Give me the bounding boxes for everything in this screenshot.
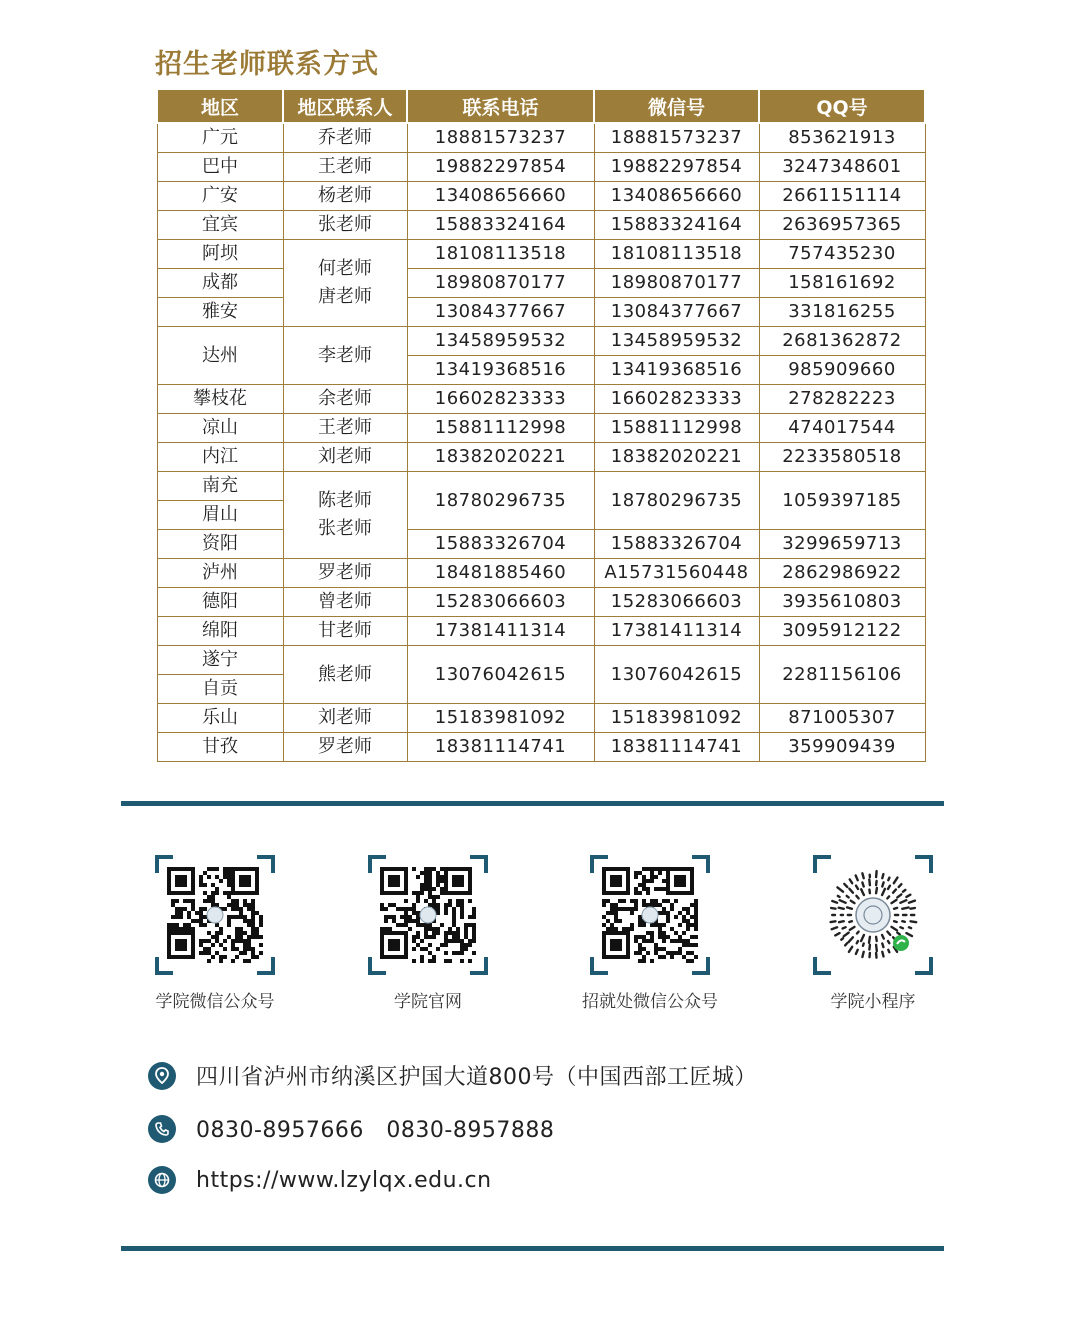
cell-phone: 13458959532 [407,327,594,356]
website-row[interactable] [148,1166,492,1194]
cell-qq: 158161692 [759,269,925,298]
qr-code-icon [380,867,476,963]
cell-contact: 乔老师 [283,123,407,153]
table-row [157,559,925,588]
cell-wechat: 13076042615 [594,646,759,704]
cell-wechat: 15883326704 [594,530,759,559]
cell-phone: 19882297854 [407,153,594,182]
table-row [157,443,925,472]
cell-contact: 罗老师 [283,559,407,588]
header-phone: 联系电话 [407,90,594,123]
address-text: 四川省泸州市纳溪区护国大道800号（中国西部工匠城） [196,1065,757,1090]
header-region: 地区 [157,90,283,123]
phone-icon [148,1115,176,1143]
cell-region: 南充 [157,472,283,501]
contact-chen: 陈老师 [318,490,372,511]
cell-contact: 甘老师 [283,617,407,646]
cell-contact-merged [283,240,407,327]
cell-wechat: 18980870177 [594,269,759,298]
cell-qq: 474017544 [759,414,925,443]
table-row [157,153,925,182]
cell-contact: 杨老师 [283,182,407,211]
cell-contact-merged: 熊老师 [283,646,407,704]
cell-qq: 871005307 [759,704,925,733]
cell-region: 自贡 [157,675,283,704]
header-contact: 地区联系人 [283,90,407,123]
cell-contact: 王老师 [283,414,407,443]
cell-wechat: 15883324164 [594,211,759,240]
cell-region: 广元 [157,123,283,153]
cell-qq: 2681362872 [759,327,925,356]
cell-contact: 余老师 [283,385,407,414]
cell-wechat: 18382020221 [594,443,759,472]
table-row [157,298,925,327]
page-title: 招生老师联系方式 [155,49,379,80]
qr-label: 学院官网 [394,992,462,1012]
qr-wechat-official[interactable] [140,855,290,1012]
table-row [157,327,925,356]
qr-frame [813,855,933,975]
cell-region-merged: 达州 [157,327,283,385]
cell-phone: 16602823333 [407,385,594,414]
cell-qq: 985909660 [759,356,925,385]
cell-phone: 18481885460 [407,559,594,588]
cell-region: 阿坝 [157,240,283,269]
divider-top [121,801,944,806]
cell-phone: 18381114741 [407,733,594,762]
contact-tang: 唐老师 [318,286,372,307]
cell-qq: 3935610803 [759,588,925,617]
cell-qq: 2233580518 [759,443,925,472]
cell-wechat: 15283066603 [594,588,759,617]
cell-region: 甘孜 [157,733,283,762]
cell-wechat: 13408656660 [594,182,759,211]
cell-phone: 13408656660 [407,182,594,211]
cell-region: 巴中 [157,153,283,182]
cell-contact: 张老师 [283,211,407,240]
qr-label: 学院小程序 [830,992,916,1012]
cell-region: 遂宁 [157,646,283,675]
cell-region: 眉山 [157,501,283,530]
cell-qq: 2636957365 [759,211,925,240]
table-header-row [157,90,925,123]
cell-phone: 18980870177 [407,269,594,298]
cell-region: 雅安 [157,298,283,327]
phone-row [148,1113,554,1144]
cell-contact: 刘老师 [283,704,407,733]
cell-region: 成都 [157,269,283,298]
qr-frame [155,855,275,975]
cell-wechat: 17381411314 [594,617,759,646]
cell-wechat: 13084377667 [594,298,759,327]
cell-wechat: 15183981092 [594,704,759,733]
phone-text: 0830-8957666 0830-8957888 [196,1118,555,1143]
qr-frame [590,855,710,975]
cell-phone: 15883324164 [407,211,594,240]
cell-wechat: 16602823333 [594,385,759,414]
cell-region: 凉山 [157,414,283,443]
cell-contact: 王老师 [283,153,407,182]
website-link[interactable]: https://www.lzylqx.edu.cn [196,1167,492,1193]
cell-qq: 853621913 [759,123,925,153]
contact-zhang: 张老师 [318,518,372,539]
cell-phone: 18108113518 [407,240,594,269]
cell-qq: 3095912122 [759,617,925,646]
cell-wechat: 18881573237 [594,123,759,153]
header-wechat: 微信号 [594,90,759,123]
cell-wechat: 18381114741 [594,733,759,762]
mini-program-code-icon [825,867,921,963]
cell-phone: 13419368516 [407,356,594,385]
cell-phone: 13084377667 [407,298,594,327]
cell-qq: 331816255 [759,298,925,327]
cell-qq: 2281156106 [759,646,925,704]
cell-region: 德阳 [157,588,283,617]
header-qq: QQ号 [759,90,925,123]
cell-contact: 刘老师 [283,443,407,472]
cell-region: 内江 [157,443,283,472]
qr-frame [368,855,488,975]
cell-qq: 2661151114 [759,182,925,211]
cell-phone: 15881112998 [407,414,594,443]
cell-wechat: 19882297854 [594,153,759,182]
table-row [157,617,925,646]
qr-website[interactable] [353,855,503,1012]
cell-wechat: A15731560448 [594,559,759,588]
cell-qq: 359909439 [759,733,925,762]
cell-qq: 757435230 [759,240,925,269]
table-row [157,588,925,617]
table-row [157,182,925,211]
cell-wechat: 13419368516 [594,356,759,385]
cell-contact-merged: 李老师 [283,327,407,385]
cell-phone: 17381411314 [407,617,594,646]
cell-region: 宜宾 [157,211,283,240]
table-row [157,240,925,269]
cell-wechat: 18108113518 [594,240,759,269]
cell-contact-merged [283,472,407,559]
cell-wechat: 15881112998 [594,414,759,443]
qr-label: 学院微信公众号 [155,992,275,1012]
location-pin-icon [148,1062,176,1090]
cell-qq: 3299659713 [759,530,925,559]
cell-region: 泸州 [157,559,283,588]
table-row [157,269,925,298]
table-row [157,646,925,675]
cell-qq: 2862986922 [759,559,925,588]
divider-bottom [121,1246,944,1251]
cell-qq: 278282223 [759,385,925,414]
cell-wechat: 13458959532 [594,327,759,356]
table-row [157,472,925,501]
table-row [157,704,925,733]
table-row [157,530,925,559]
cell-phone: 18881573237 [407,123,594,153]
table-row [157,733,925,762]
cell-wechat: 18780296735 [594,472,759,530]
cell-region: 乐山 [157,704,283,733]
qr-admissions-wechat[interactable] [575,855,725,1012]
cell-region: 广安 [157,182,283,211]
table-row [157,414,925,443]
qr-code-icon [602,867,698,963]
cell-qq: 3247348601 [759,153,925,182]
cell-region: 绵阳 [157,617,283,646]
cell-phone: 15283066603 [407,588,594,617]
cell-region: 攀枝花 [157,385,283,414]
contact-he: 何老师 [318,258,372,279]
qr-mini-program[interactable] [798,855,948,1012]
qr-label: 招就处微信公众号 [582,992,718,1012]
cell-phone: 18382020221 [407,443,594,472]
cell-contact: 曾老师 [283,588,407,617]
qr-code-icon [167,867,263,963]
cell-contact: 罗老师 [283,733,407,762]
cell-phone: 13076042615 [407,646,594,704]
table-row [157,385,925,414]
globe-icon [148,1166,176,1194]
cell-region: 资阳 [157,530,283,559]
cell-qq: 1059397185 [759,472,925,530]
table-row [157,211,925,240]
cell-phone: 15183981092 [407,704,594,733]
contacts-table [156,90,926,762]
address-row [148,1060,757,1091]
table-row [157,123,925,153]
cell-phone: 18780296735 [407,472,594,530]
cell-phone: 15883326704 [407,530,594,559]
